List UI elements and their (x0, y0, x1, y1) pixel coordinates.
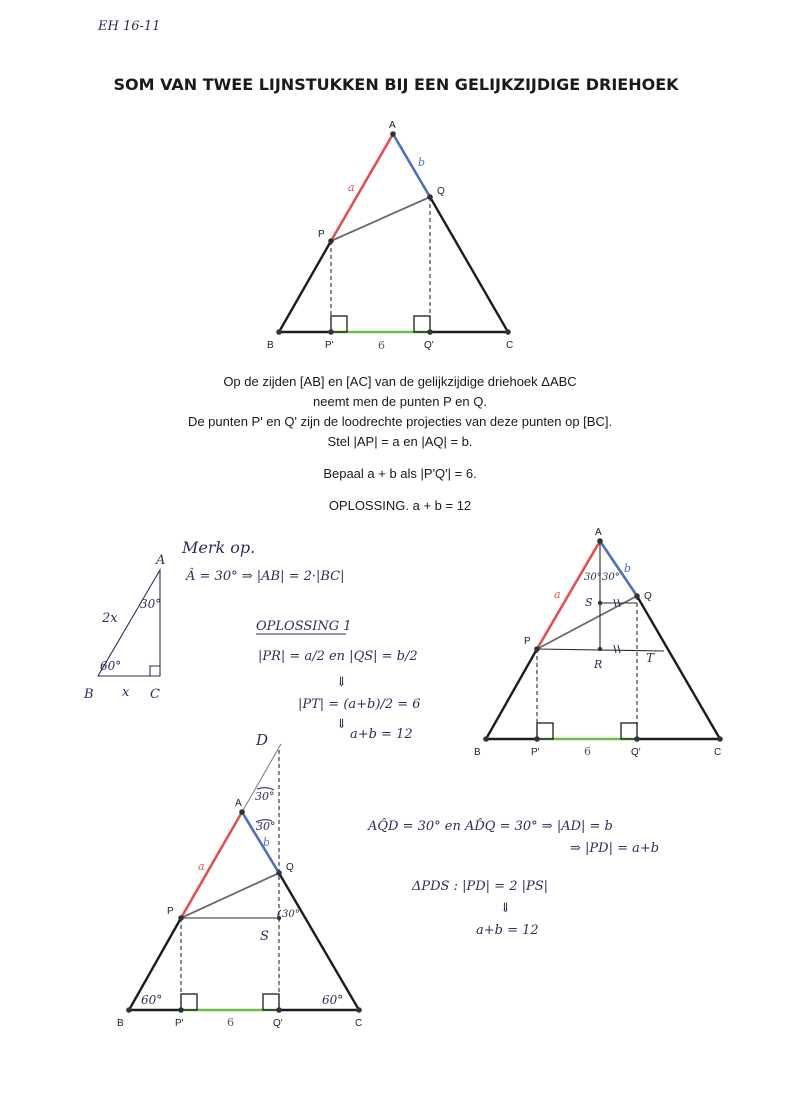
page-title: SOM VAN TWEE LIJNSTUKKEN BIJ EEN GELIJKZIJDIGE DRIEHOEK (113, 75, 679, 94)
fig3-segment-ap (181, 812, 242, 918)
fig2-label-b-point: B (474, 747, 481, 758)
fig3-label-a-length: a (198, 860, 205, 873)
fig3-label-c-point: C (355, 1018, 363, 1029)
opl1-line-3: a+b = 12 (350, 727, 413, 742)
small-tri-b: B (84, 687, 94, 702)
problem-line-1: Op de zijden [AB] en [AC] van de gelijkzijdige driehoek ΔABC (223, 374, 577, 389)
problem-statement (188, 374, 612, 513)
opl1-title: OPLOSSING 1 (256, 619, 352, 634)
fig2-label-t: T (646, 651, 655, 665)
opl2-line-2: ⇒ |PD| = a+b (570, 841, 660, 856)
small-tri-hyp: 2x (102, 611, 118, 626)
opl1-arrow-1: ⇓ (336, 675, 347, 690)
opl2-line-4: a+b = 12 (476, 923, 539, 938)
fig3-label-p1: P' (175, 1018, 184, 1029)
merkop-title: Merk op. (182, 538, 256, 557)
fig1-label-p1: P' (325, 340, 334, 351)
fig2-label-p: P (524, 636, 531, 647)
opl1-arrow-2: ⇓ (336, 717, 347, 732)
merkop-equation: Â = 30° ⇒ |AB| = 2·|BC| (186, 569, 345, 584)
sheet-code: EH 16-11 (98, 19, 161, 34)
fig3-label-b-length: b (263, 836, 271, 849)
fig2-angle-2: 30° (602, 572, 620, 583)
problem-line-5: Bepaal a + b als |P'Q'| = 6. (323, 466, 477, 481)
small-right-triangle (83, 553, 165, 702)
fig1-label-q: Q (437, 186, 445, 197)
fig3-label-q1: Q' (273, 1018, 283, 1029)
fig3-label-q: Q (286, 862, 294, 873)
fig2-label-a-point: A (595, 527, 602, 538)
fig3-label-b-point: B (117, 1018, 124, 1029)
fig2-label-q: Q (644, 591, 652, 602)
fig2-label-six: 6 (584, 745, 591, 758)
small-tri-base: x (122, 685, 130, 700)
fig3-label-six: 6 (227, 1016, 234, 1029)
fig2-label-c-point: C (714, 747, 722, 758)
fig3-label-s: S (260, 929, 269, 944)
fig1-label-q1: Q' (424, 340, 434, 351)
note-oplossing-2 (367, 818, 659, 938)
opl1-line-1: |PR| = a/2 en |QS| = b/2 (258, 649, 418, 664)
opl2-line-1: AQ̂D = 30° en AD̂Q = 30° ⇒ |AD| = b (368, 819, 613, 834)
fig2-label-s: S (585, 596, 593, 609)
note-oplossing-1 (256, 619, 421, 742)
fig3-label-a-point: A (235, 798, 242, 809)
solution-line: OPLOSSING. a + b = 12 (328, 498, 472, 513)
fig3-angle-s: 30° (282, 909, 300, 920)
fig3-segment-pq (181, 873, 279, 918)
small-tri-a: A (156, 553, 166, 568)
fig1-label-b-point: B (267, 340, 274, 351)
segment-pq (331, 197, 430, 241)
fig3-angle-d: 30° (255, 790, 275, 803)
fig3-angle-a: 30° (256, 820, 276, 833)
figure-3-triangle (117, 731, 362, 1029)
fig1-label-a-length: a (348, 181, 355, 194)
fig3-angle-c: 60° (322, 993, 344, 1007)
small-tri-ang-b: 60° (100, 659, 122, 673)
problem-line-3: De punten P' en Q' zijn de loodrechte projecties van deze punten op [BC]. (187, 414, 613, 429)
opl2-line-3: ΔPDS : |PD| = 2 |PS| (412, 879, 549, 894)
fig2-angle-1: 30° (584, 572, 602, 583)
note-merk-op (181, 538, 345, 584)
fig2-label-r: R (594, 658, 603, 671)
figure-1-triangle (267, 120, 513, 352)
fig2-label-a-length: a (554, 588, 561, 601)
fig2-segment-aq (600, 541, 637, 596)
figure-2-triangle (474, 527, 723, 758)
opl1-line-2: |PT| = (a+b)/2 = 6 (298, 697, 421, 712)
fig2-label-b-length: b (624, 562, 632, 575)
fig3-angle-b: 60° (141, 993, 163, 1007)
opl2-arrow: ⇓ (500, 901, 511, 916)
segment-ap (331, 134, 393, 241)
fig1-label-six: 6 (378, 339, 385, 352)
fig3-label-p: P (167, 906, 174, 917)
small-tri-ang-a: 30° (140, 597, 162, 611)
fig2-label-p1: P' (531, 747, 540, 758)
fig3-label-d: D (256, 731, 269, 749)
fig1-label-b-length: b (418, 156, 426, 169)
fig2-label-q1: Q' (631, 747, 641, 758)
fig1-label-p: P (318, 229, 325, 240)
fig1-label-c-point: C (506, 340, 514, 351)
small-tri-c: C (150, 687, 160, 702)
fig1-label-a-point: A (389, 120, 396, 131)
problem-line-2: neemt men de punten P en Q. (313, 394, 487, 409)
problem-line-4: Stel |AP| = a en |AQ| = b. (327, 434, 473, 449)
